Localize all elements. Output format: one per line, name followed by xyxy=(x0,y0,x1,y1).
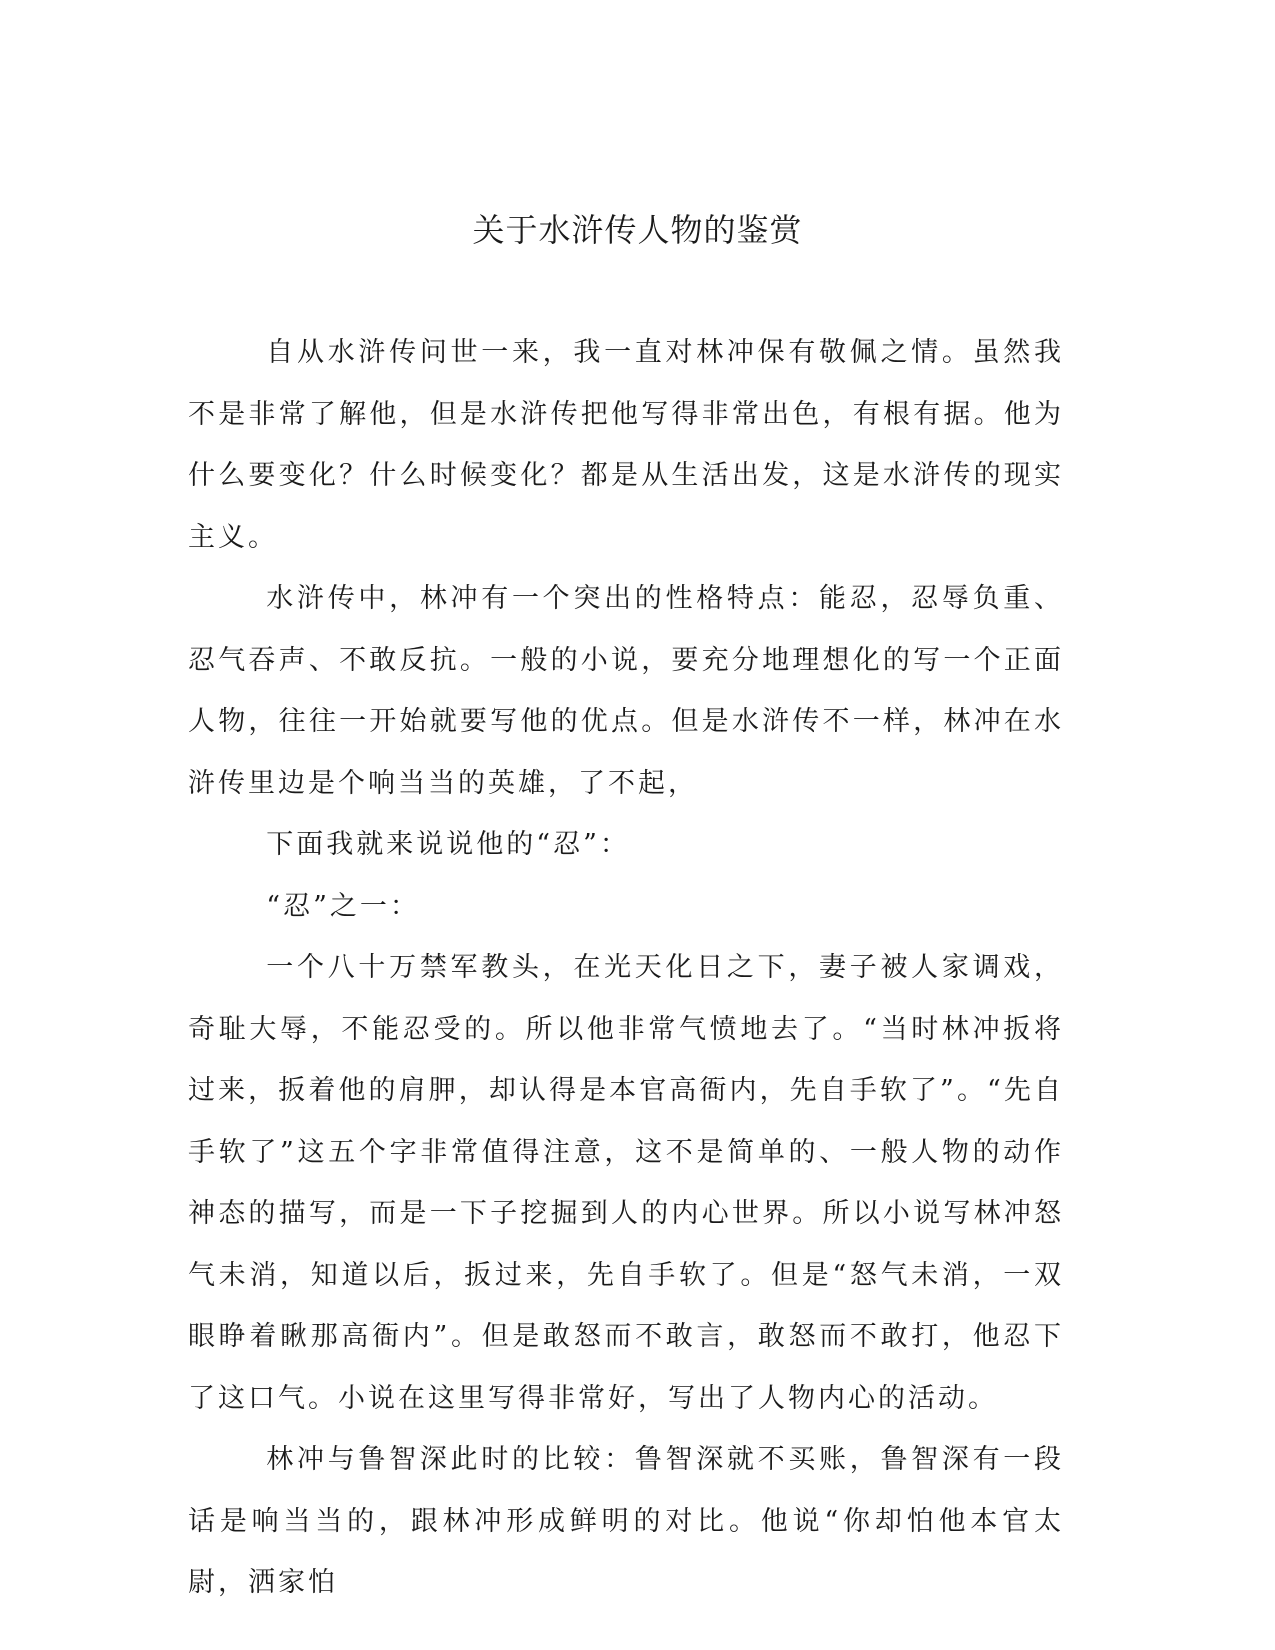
paragraph-2: 水浒传中，林冲有一个突出的性格特点：能忍，忍辱负重、忍气吞声、不敢反抗。一般的小说，要充分地理想化的写一个正面人物，往往一开始就要写他的优点。但是水浒传不一样，林冲在水浒传里边是个响当当的英雄，了不起， xyxy=(188,583,1064,799)
document-body xyxy=(188,322,1064,1614)
paragraph-5: 一个八十万禁军教头，在光天化日之下，妻子被人家调戏，奇耻大辱，不能忍受的。所以他非常气愤地去了。“当时林冲扳将过来，扳着他的肩胛，却认得是本官高衙内，先自手软了”。“先自手软了”这五个字非常值得注意，这不是简单的、一般人物的动作神态的描写，而是一下子挖掘到人的内心世界。所以小说写林冲怒气未消，知道以后，扳过来，先自手软了。但是“怒气未消，一双眼睁着瞅那高衙内”。但是敢怒而不敢言，敢怒而不敢打，他忍下了这口气。小说在这里写得非常好，写出了人物内心的活动。 xyxy=(188,952,1064,1414)
paragraph-3: 下面我就来说说他的“忍”： xyxy=(266,829,630,860)
paragraph-6: 林冲与鲁智深此时的比较：鲁智深就不买账，鲁智深有一段话是响当当的，跟林冲形成鲜明的对比。他说“你却怕他本官太尉，洒家怕 xyxy=(188,1444,1064,1598)
paragraph-4: “忍”之一： xyxy=(266,890,420,922)
document-title: 关于水浒传人物的鉴赏 xyxy=(472,211,803,249)
paragraph-1: 自从水浒传问世一来，我一直对林冲保有敬佩之情。虽然我不是非常了解他，但是水浒传把他写得非常出色，有根有据。他为什么要变化？什么时候变化？都是从生活出发，这是水浒传的现实主义。 xyxy=(188,337,1064,553)
